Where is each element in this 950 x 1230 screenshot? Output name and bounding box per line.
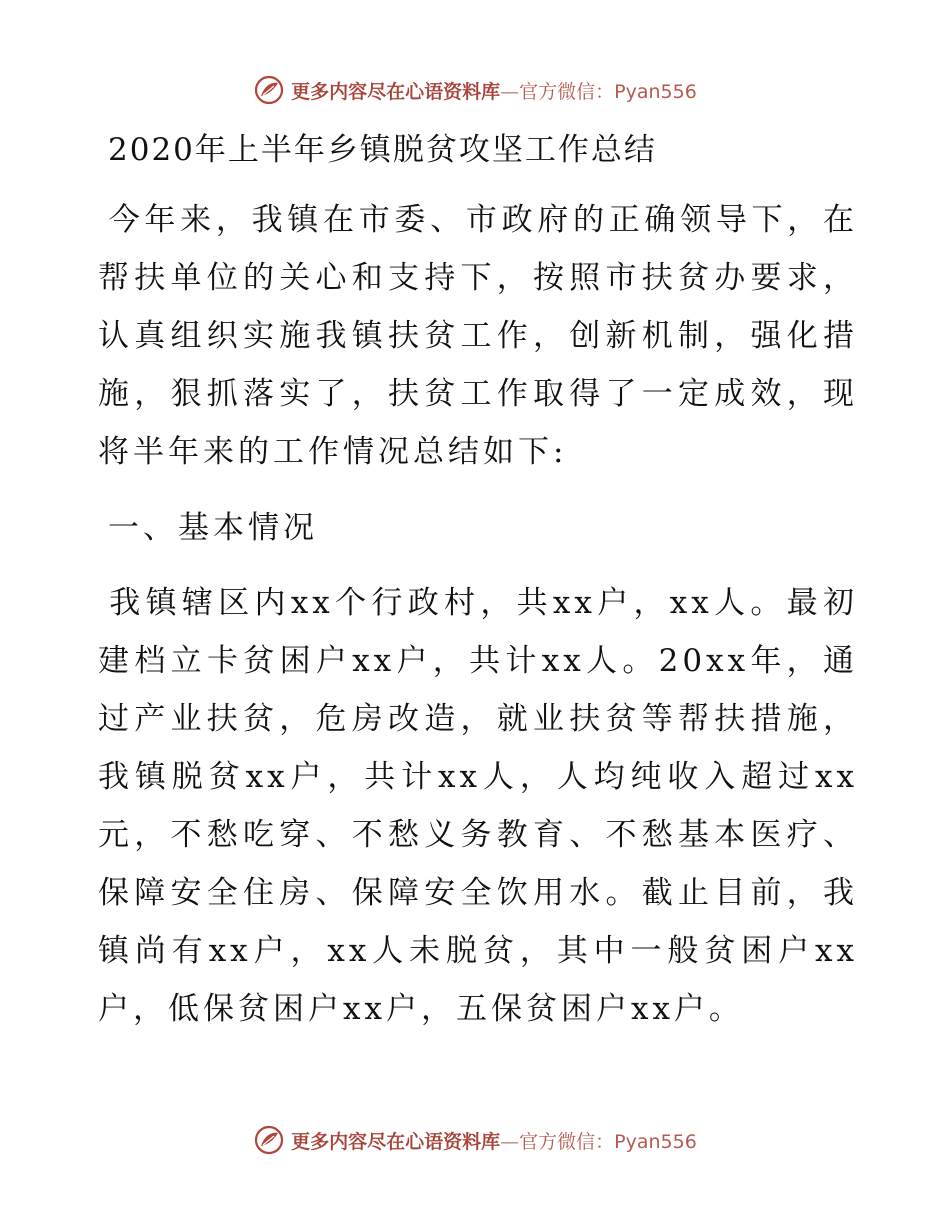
section-body-paragraph (98, 574, 858, 1038)
document-title: 2020年上半年乡镇脱贫攻坚工作总结 (108, 132, 657, 168)
section-body-text: 我镇辖区内xx个行政村，共xx户，xx人。最初建档立卡贫困户xx户，共计xx人。20xx年，通过产业扶贫，危房改造，就业扶贫等帮扶措施，我镇脱贫xx户，共计xx人，人均纯收入超过xx元，不愁吃穿、不愁义务教育、不愁基本医疗、保障安全住房、保障安全饮用水。截止目前，我镇尚有xx户，xx人未脱贫，其中一般贫困户xx户，低保贫困户xx户，五保贫困户xx户。 (98, 585, 858, 1027)
watermark-banner-bottom (0, 1120, 950, 1160)
intro-paragraph (98, 191, 858, 481)
watermark-text: 更多内容尽在心语资料库—官方微信：Pyan556 (291, 1130, 697, 1153)
logo-icon (253, 74, 285, 106)
logo-icon (253, 1124, 285, 1156)
intro-text: 今年来，我镇在市委、市政府的正确领导下，在帮扶单位的关心和支持下，按照市扶贫办要求，认真组织实施我镇扶贫工作，创新机制，强化措施，狠抓落实了，扶贫工作取得了一定成效，现将半年来的工作情况总结如下: (98, 202, 858, 470)
section-heading: 一、基本情况 (108, 510, 318, 546)
watermark-text: 更多内容尽在心语资料库—官方微信：Pyan556 (291, 80, 697, 103)
watermark-banner-top (0, 70, 950, 110)
